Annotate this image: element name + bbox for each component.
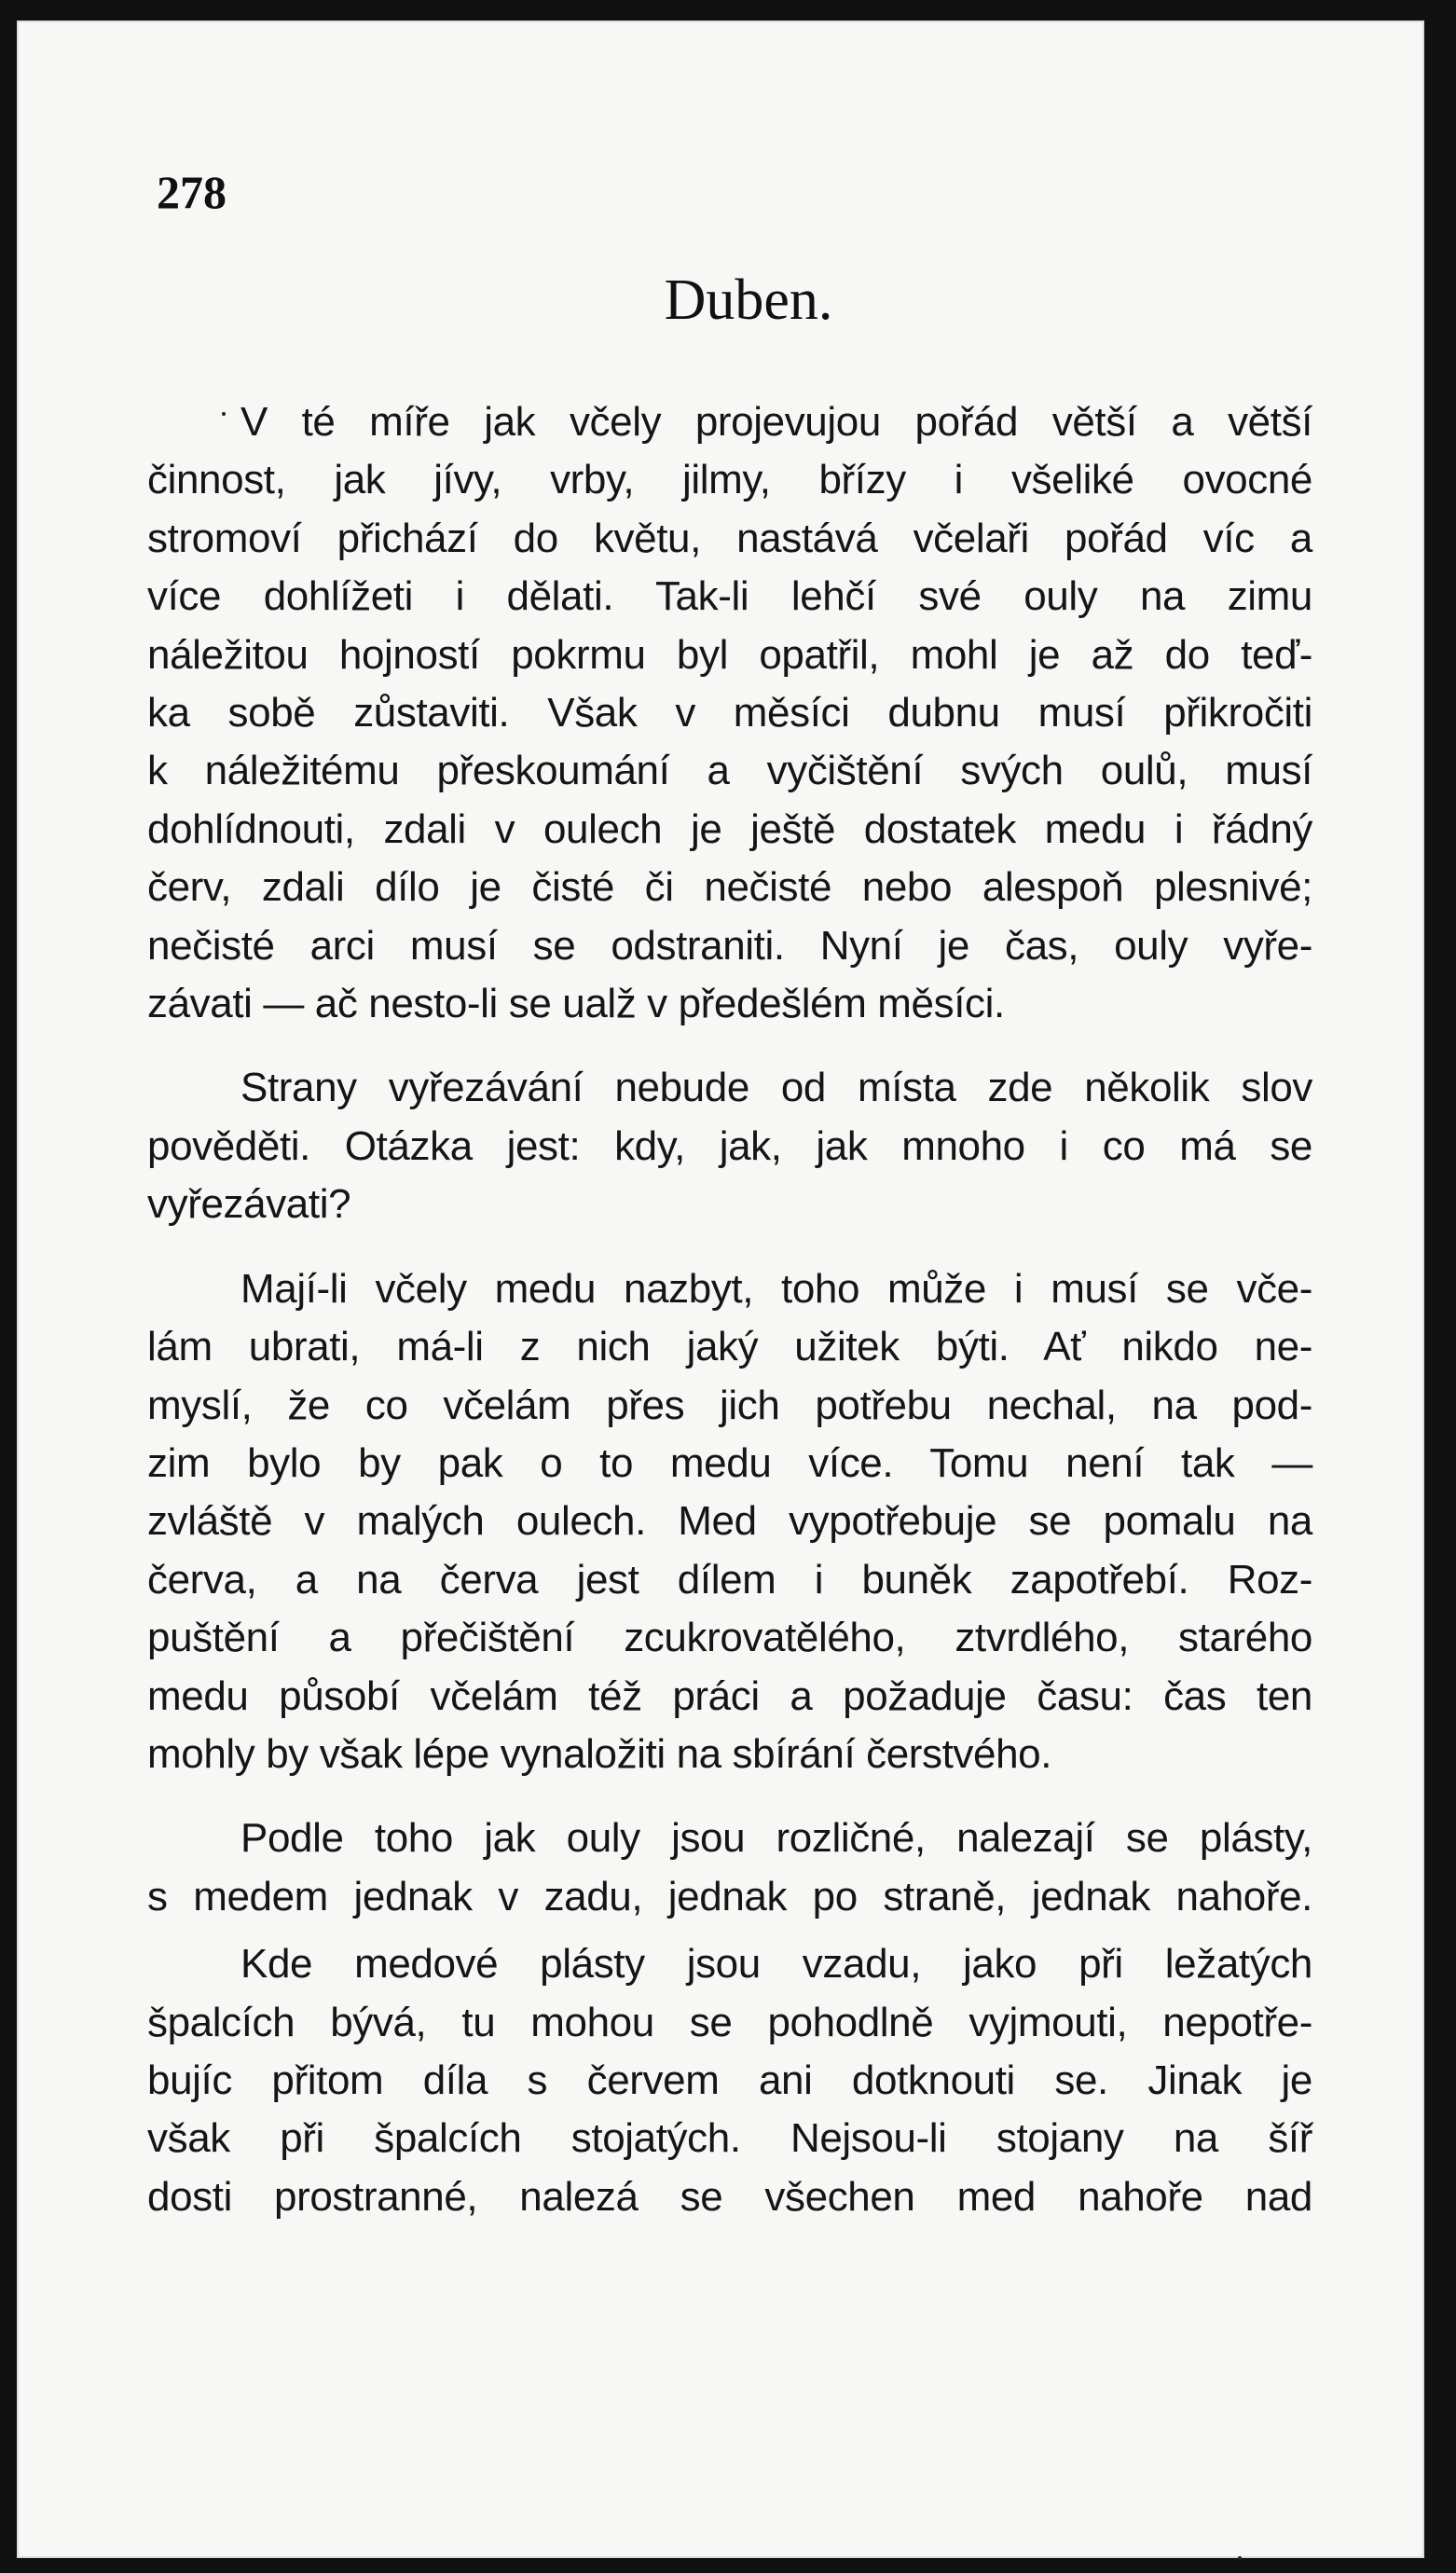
text-line: více dohlížeti i dělati. Tak-li lehčí své ouly na zimu bbox=[147, 573, 1312, 620]
text-line: zvláště v malých oulech. Med vypotřebuje se pomalu na bbox=[147, 1498, 1312, 1545]
page-number: 278 bbox=[157, 166, 227, 218]
text-line: ka sobě zůstaviti. Však v měsíci dubnu musí přikročiti bbox=[147, 690, 1312, 736]
text-line: lám ubrati, má-li z nich jaký užitek býti. Ať nikdo ne- bbox=[147, 1324, 1312, 1370]
text-line: závati — ač nesto-li se ualž v předešlém měsíci. bbox=[147, 981, 1005, 1027]
text-line: náležitou hojností pokrmu byl opatřil, mohl je až do teď- bbox=[147, 631, 1312, 678]
text-line: k náležitému přeskoumání a vyčištění svých oulů, musí bbox=[147, 748, 1312, 794]
paragraph-3 bbox=[147, 1260, 1312, 1784]
text-line: puštění a přečištění zcukrovatělého, ztvrdlého, starého bbox=[147, 1615, 1312, 1661]
text-line: však při špalcích stojatých. Nejsou-li stojany na šíř bbox=[147, 2115, 1312, 2162]
text-line: činnost, jak jívy, vrby, jilmy, břízy i všeliké ovocné bbox=[147, 457, 1312, 503]
text-line: vyřezávati? bbox=[147, 1181, 351, 1228]
text-line: nečisté arci musí se odstraniti. Nyní je čas, ouly vyře- bbox=[147, 922, 1312, 969]
ink-speck bbox=[1238, 2556, 1242, 2560]
text-line: pověděti. Otázka jest: kdy, jak, jak mnoho i co má se bbox=[147, 1122, 1312, 1169]
paragraph-2 bbox=[147, 1059, 1312, 1233]
text-line: Mají-li včely medu nazbyt, toho může i musí se vče- bbox=[240, 1265, 1312, 1312]
text-line: červ, zdali dílo je čisté či nečisté nebo alespoň plesnivé; bbox=[147, 864, 1312, 911]
body-text bbox=[147, 393, 1312, 2226]
text-line: Podle toho jak ouly jsou rozličné, nalezají se plásty, bbox=[240, 1815, 1312, 1862]
text-line: dohlídnouti, zdali v oulech je ještě dostatek medu i řádný bbox=[147, 805, 1312, 852]
text-line: špalcích bývá, tu mohou se pohodlně vyjmouti, nepotře- bbox=[147, 1999, 1312, 2045]
paragraph-1 bbox=[147, 393, 1312, 1033]
text-line: s medem jednak v zadu, jednak po straně, jednak nahoře. bbox=[147, 1873, 1312, 1919]
text-line: medu působí včelám též práci a požaduje času: čas ten bbox=[147, 1672, 1312, 1719]
text-line: mohly by však lépe vynaložiti na sbírání čerstvého. bbox=[147, 1730, 1052, 1777]
text-line: myslí, že co včelám přes jich potřebu nechal, na pod- bbox=[147, 1382, 1312, 1428]
text-line: Strany vyřezávání nebude od místa zde několik slov bbox=[240, 1065, 1312, 1111]
ink-speck bbox=[222, 412, 226, 416]
text-line: dosti prostranné, nalezá se všechen med nahoře nad bbox=[147, 2173, 1312, 2220]
paragraph-4 bbox=[147, 1809, 1312, 1926]
text-line: červa, a na červa jest dílem i buněk zapotřebí. Roz- bbox=[147, 1556, 1312, 1603]
chapter-heading: Duben. bbox=[664, 268, 833, 332]
book-page bbox=[17, 21, 1424, 2558]
text-line: V té míře jak včely projevujou pořád větší a větší bbox=[240, 399, 1312, 445]
paragraph-5 bbox=[147, 1935, 1312, 2226]
text-line: stromoví přichází do květu, nastává včelaři pořád víc a bbox=[147, 515, 1312, 561]
text-line: zim bylo by pak o to medu více. Tomu není tak — bbox=[147, 1439, 1312, 1486]
text-line: Kde medové plásty jsou vzadu, jako při ležatých bbox=[240, 1941, 1312, 1988]
text-line: bujíc přitom díla s červem ani dotknouti se. Jinak je bbox=[147, 2057, 1312, 2103]
